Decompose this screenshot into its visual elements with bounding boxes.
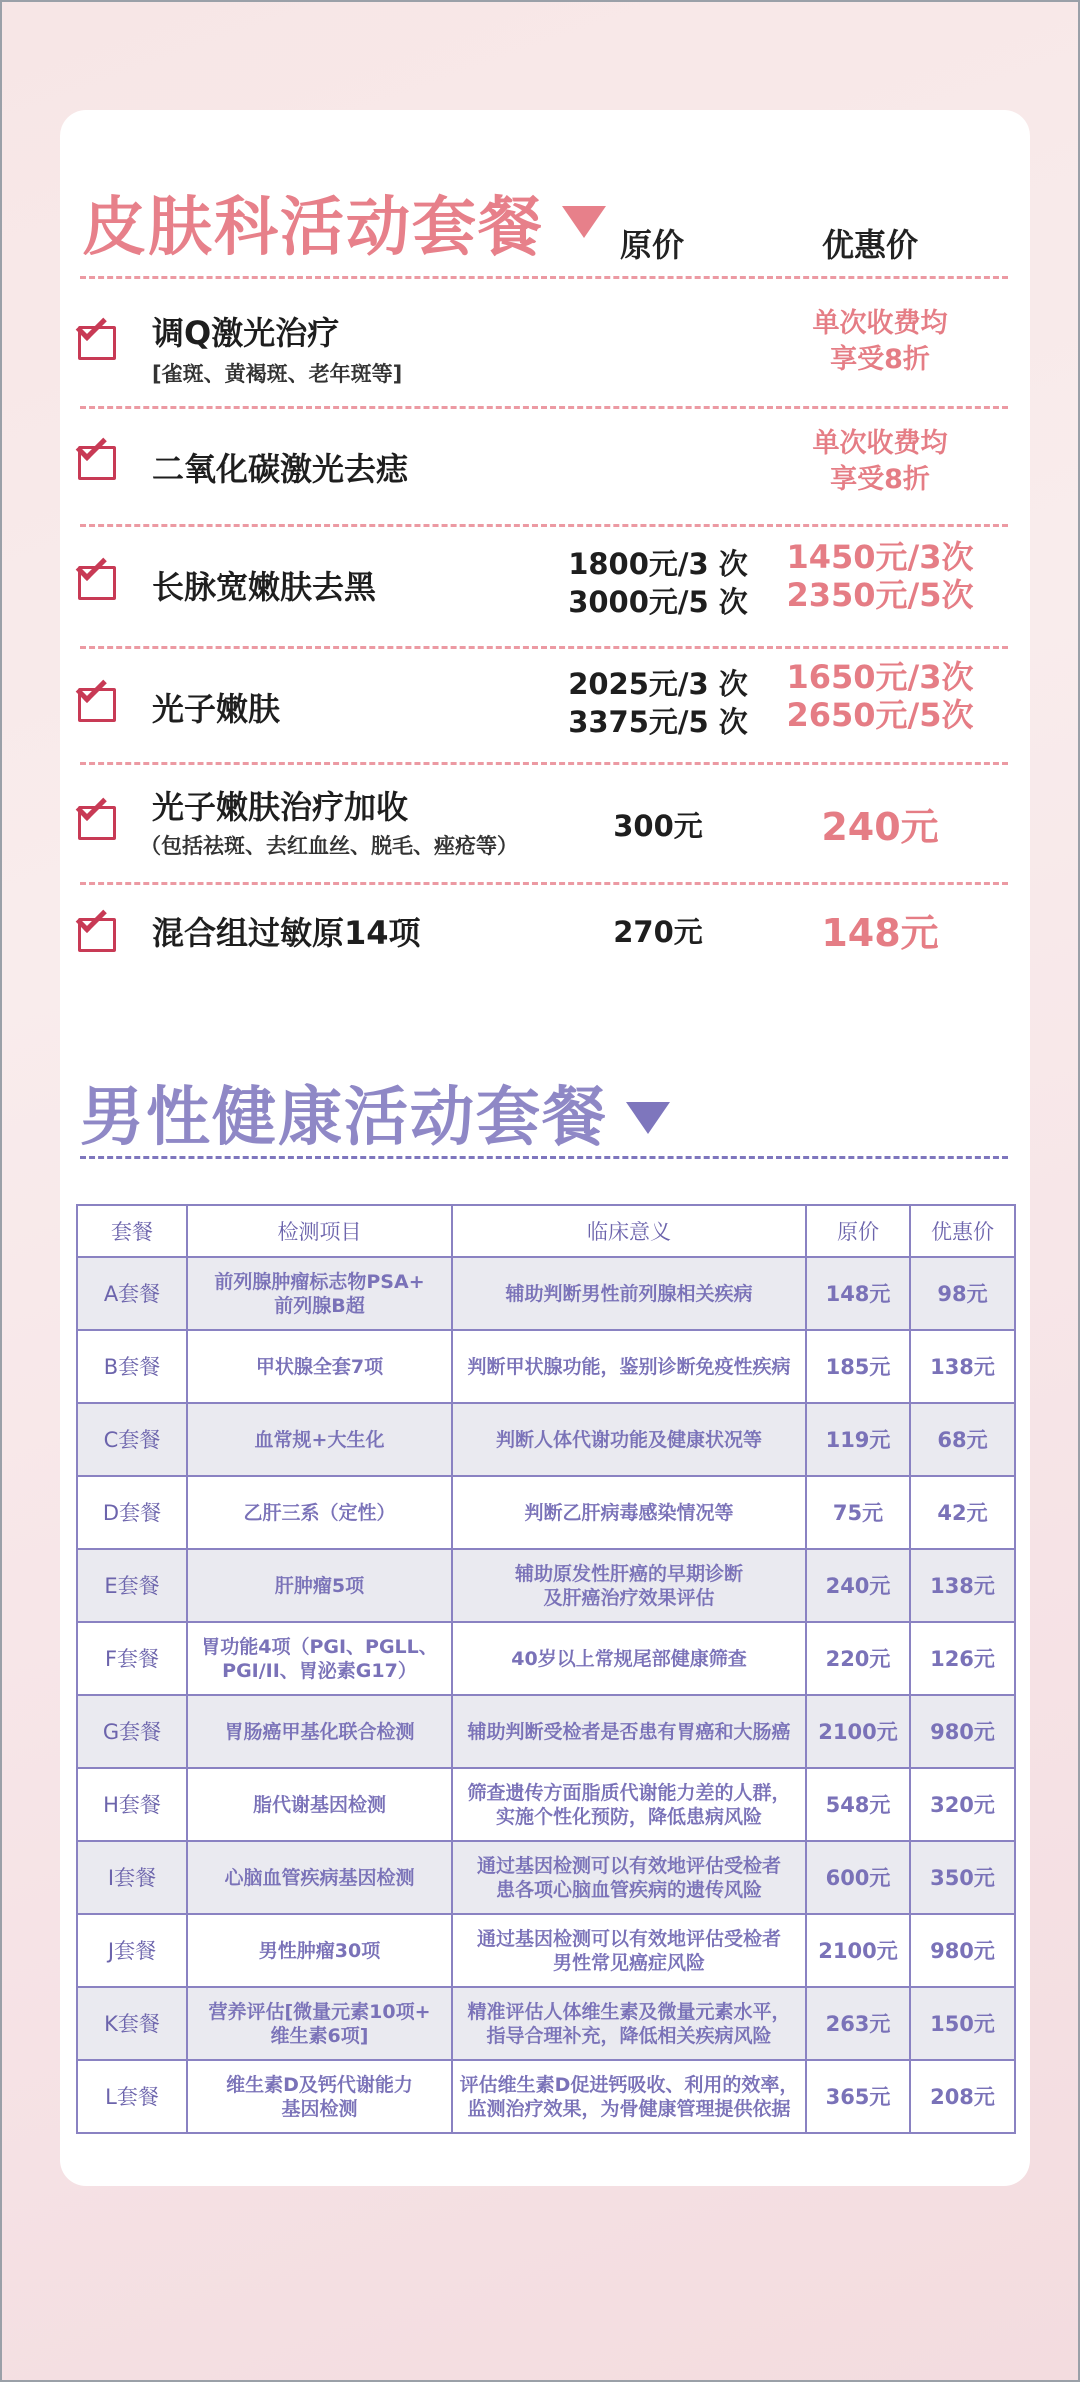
orig-price bbox=[806, 1695, 910, 1768]
package-name bbox=[77, 1622, 187, 1695]
package-name-line: E套餐 bbox=[104, 1573, 160, 1598]
disc-price-line: 138元 bbox=[930, 1354, 995, 1379]
package-name bbox=[77, 1403, 187, 1476]
clinical-meaning bbox=[452, 1914, 806, 1987]
test-items-line: 维生素6项] bbox=[270, 2024, 369, 2047]
item-name: 调Q激光治疗 bbox=[152, 314, 340, 352]
clinical-meaning bbox=[452, 1622, 806, 1695]
test-items-line: 肝肿瘤5项 bbox=[274, 1574, 365, 1597]
test-items bbox=[187, 1403, 452, 1476]
orig-line1: 1800元/3 次 bbox=[568, 547, 748, 581]
disc-line1: 1650元/3次 bbox=[786, 658, 974, 696]
table-row bbox=[77, 1914, 1015, 1987]
header-package: 套餐 bbox=[77, 1205, 187, 1257]
package-name-line: J套餐 bbox=[107, 1938, 157, 1963]
disc-price bbox=[910, 1695, 1015, 1768]
orig-price: 300元 bbox=[613, 809, 703, 843]
clinical-meaning bbox=[452, 1330, 806, 1403]
clinical-meaning bbox=[452, 1987, 806, 2060]
item-name: 光子嫩肤治疗加收 bbox=[152, 788, 409, 826]
clinical-meaning-line: 辅助判断男性前列腺相关疾病 bbox=[505, 1282, 753, 1305]
table-header-row bbox=[77, 1205, 1015, 1257]
disc-price bbox=[910, 2060, 1015, 2133]
clinical-meaning-line: 辅助判断受检者是否患有胃癌和大肠癌 bbox=[467, 1720, 791, 1743]
clinical-meaning bbox=[452, 1695, 806, 1768]
package-name bbox=[77, 1914, 187, 1987]
triangle-down-icon bbox=[626, 1102, 670, 1134]
table-row bbox=[77, 1476, 1015, 1549]
header-item: 检测项目 bbox=[187, 1205, 452, 1257]
men-section-title: 男性健康活动套餐 bbox=[80, 1081, 608, 1155]
orig-price-line: 2100元 bbox=[818, 1938, 898, 1963]
disc-price-line: 42元 bbox=[937, 1500, 988, 1525]
test-items-line: 胃功能4项（PGI、PGLL、 bbox=[201, 1635, 438, 1658]
checkbox-checked-icon bbox=[78, 446, 116, 480]
test-items-line: 前列腺肿瘤标志物PSA+ bbox=[214, 1270, 425, 1293]
orig-price-line: 365元 bbox=[825, 2084, 891, 2109]
package-name-line: G套餐 bbox=[102, 1719, 162, 1744]
clinical-meaning-line: 筛查遗传方面脂质代谢能力差的人群， bbox=[467, 1781, 791, 1804]
clinical-meaning-line: 判断人体代谢功能及健康状况等 bbox=[495, 1428, 762, 1451]
clinical-meaning-line: 辅助原发性肝癌的早期诊断 bbox=[514, 1562, 743, 1585]
clinical-meaning-line: 通过基因检测可以有效地评估受检者 bbox=[476, 1854, 781, 1877]
table-row bbox=[77, 1768, 1015, 1841]
package-name bbox=[77, 1987, 187, 2060]
item-note: （包括祛斑、去红血丝、脱毛、痤疮等） bbox=[140, 834, 518, 858]
package-table bbox=[76, 1204, 1016, 2134]
orig-price bbox=[806, 1330, 910, 1403]
package-name bbox=[77, 1841, 187, 1914]
disc-price-line: 138元 bbox=[930, 1573, 995, 1598]
item-name: 光子嫩肤 bbox=[152, 690, 281, 728]
orig-price-line: 263元 bbox=[825, 2011, 891, 2036]
orig-price bbox=[806, 1987, 910, 2060]
item-name: 长脉宽嫩肤去黑 bbox=[152, 568, 377, 606]
clinical-meaning bbox=[452, 1403, 806, 1476]
table-row bbox=[77, 1622, 1015, 1695]
disc-price-line: 320元 bbox=[930, 1792, 995, 1817]
disc-line1: 单次收费均 bbox=[812, 308, 948, 339]
package-name bbox=[77, 1257, 187, 1330]
test-items-line: 胃肠癌甲基化联合检测 bbox=[224, 1720, 415, 1743]
clinical-meaning-line: 男性常见癌症风险 bbox=[552, 1951, 705, 1974]
orig-price-line: 148元 bbox=[825, 1281, 891, 1306]
clinical-meaning bbox=[452, 1768, 806, 1841]
table-row bbox=[77, 1330, 1015, 1403]
test-items-line: 脂代谢基因检测 bbox=[252, 1793, 386, 1816]
checkbox-checked-icon bbox=[78, 326, 116, 360]
orig-price-line: 240元 bbox=[825, 1573, 891, 1598]
disc-price-line: 126元 bbox=[930, 1646, 995, 1671]
triangle-down-icon bbox=[562, 206, 606, 238]
disc-line2: 2650元/5次 bbox=[786, 696, 974, 734]
clinical-meaning-line: 判断乙肝病毒感染情况等 bbox=[524, 1501, 734, 1524]
test-items-line: 基因检测 bbox=[281, 2097, 358, 2120]
clinical-meaning-line: 及肝癌治疗效果评估 bbox=[543, 1586, 715, 1609]
clinical-meaning bbox=[452, 1841, 806, 1914]
clinical-meaning-line: 40岁以上常规尾部健康筛查 bbox=[511, 1647, 747, 1670]
package-name-line: K套餐 bbox=[104, 2011, 160, 2036]
table-row bbox=[77, 1987, 1015, 2060]
disc-price bbox=[910, 1768, 1015, 1841]
test-items bbox=[187, 1841, 452, 1914]
package-name-line: A套餐 bbox=[103, 1281, 161, 1306]
test-items-line: 维生素D及钙代谢能力 bbox=[226, 2073, 413, 2096]
orig-price bbox=[806, 1841, 910, 1914]
clinical-meaning-line: 精准评估人体维生素及微量元素水平， bbox=[467, 2000, 791, 2023]
table-row bbox=[77, 1841, 1015, 1914]
disc-price bbox=[910, 1476, 1015, 1549]
disc-price-line: 980元 bbox=[930, 1938, 995, 1963]
item-note: [雀斑、黄褐斑、老年斑等] bbox=[152, 362, 403, 386]
test-items-line: 男性肿瘤30项 bbox=[258, 1939, 381, 1962]
clinical-meaning-line: 评估维生素D促进钙吸收、利用的效率， bbox=[459, 2073, 799, 2096]
disc-price bbox=[910, 1841, 1015, 1914]
header-orig: 原价 bbox=[806, 1205, 910, 1257]
orig-price bbox=[806, 1549, 910, 1622]
test-items-line: 乙肝三系（定性） bbox=[243, 1501, 396, 1524]
disc-price-line: 980元 bbox=[930, 1719, 995, 1744]
package-name-line: L套餐 bbox=[105, 2084, 159, 2109]
orig-price bbox=[806, 2060, 910, 2133]
checkbox-checked-icon bbox=[78, 806, 116, 840]
clinical-meaning-line: 判断甲状腺功能，鉴别诊断免疫性疾病 bbox=[467, 1355, 791, 1378]
test-items-line: PGI/II、胃泌素G17） bbox=[222, 1659, 417, 1682]
test-items bbox=[187, 1914, 452, 1987]
disc-price-line: 350元 bbox=[930, 1865, 995, 1890]
disc-line1: 单次收费均 bbox=[812, 428, 948, 459]
clinical-meaning-line: 监测治疗效果，为骨健康管理提供依据 bbox=[467, 2097, 791, 2120]
test-items bbox=[187, 2060, 452, 2133]
disc-line1: 1450元/3次 bbox=[786, 538, 974, 576]
orig-price-line: 185元 bbox=[825, 1354, 891, 1379]
item-name: 混合组过敏原14项 bbox=[152, 914, 421, 952]
orig-price-header: 原价 bbox=[620, 226, 685, 264]
test-items bbox=[187, 1768, 452, 1841]
table-row bbox=[77, 1549, 1015, 1622]
clinical-meaning bbox=[452, 1476, 806, 1549]
orig-price bbox=[806, 1476, 910, 1549]
disc-line2: 享受8折 bbox=[830, 464, 930, 495]
orig-price bbox=[806, 1768, 910, 1841]
checkbox-checked-icon bbox=[78, 688, 116, 722]
package-name bbox=[77, 1549, 187, 1622]
package-name-line: I套餐 bbox=[107, 1865, 157, 1890]
orig-price bbox=[806, 1622, 910, 1695]
test-items bbox=[187, 1987, 452, 2060]
orig-price-line: 119元 bbox=[825, 1427, 891, 1452]
table-row bbox=[77, 2060, 1015, 2133]
test-items-line: 前列腺B超 bbox=[274, 1294, 365, 1317]
test-items-line: 甲状腺全套7项 bbox=[255, 1355, 384, 1378]
disc-price bbox=[910, 1914, 1015, 1987]
divider bbox=[80, 646, 1008, 649]
clinical-meaning bbox=[452, 1257, 806, 1330]
clinical-meaning bbox=[452, 1549, 806, 1622]
orig-price: 270元 bbox=[613, 915, 703, 949]
test-items-line: 心脑血管疾病基因检测 bbox=[224, 1866, 415, 1889]
package-name bbox=[77, 2060, 187, 2133]
checkbox-checked-icon bbox=[78, 566, 116, 600]
test-items bbox=[187, 1695, 452, 1768]
divider bbox=[80, 882, 1008, 885]
orig-line2: 3375元/5 次 bbox=[568, 705, 748, 739]
orig-price bbox=[806, 1257, 910, 1330]
disc-price bbox=[910, 1987, 1015, 2060]
divider bbox=[80, 276, 1008, 279]
disc-price: 240元 bbox=[821, 805, 939, 849]
header-meaning: 临床意义 bbox=[452, 1205, 806, 1257]
disc-price bbox=[910, 1330, 1015, 1403]
disc-price bbox=[910, 1403, 1015, 1476]
disc-price bbox=[910, 1549, 1015, 1622]
table-row bbox=[77, 1257, 1015, 1330]
package-name bbox=[77, 1476, 187, 1549]
disc-price bbox=[910, 1622, 1015, 1695]
item-name: 二氧化碳激光去痣 bbox=[152, 450, 409, 488]
package-name-line: H套餐 bbox=[103, 1792, 161, 1817]
divider bbox=[80, 406, 1008, 409]
orig-price-line: 220元 bbox=[825, 1646, 891, 1671]
content-card bbox=[60, 110, 1030, 2186]
test-items bbox=[187, 1476, 452, 1549]
package-name-line: C套餐 bbox=[103, 1427, 161, 1452]
disc-line2: 享受8折 bbox=[830, 344, 930, 375]
orig-price-line: 2100元 bbox=[818, 1719, 898, 1744]
disc-price-line: 68元 bbox=[937, 1427, 988, 1452]
test-items bbox=[187, 1549, 452, 1622]
clinical-meaning bbox=[452, 2060, 806, 2133]
orig-price-line: 600元 bbox=[825, 1865, 891, 1890]
test-items-line: 营养评估[微量元素10项+ bbox=[208, 2000, 431, 2023]
test-items bbox=[187, 1622, 452, 1695]
package-name-line: B套餐 bbox=[103, 1354, 161, 1379]
orig-price-line: 548元 bbox=[825, 1792, 891, 1817]
disc-price bbox=[910, 1257, 1015, 1330]
table-row bbox=[77, 1695, 1015, 1768]
disc-price: 148元 bbox=[821, 911, 939, 955]
divider bbox=[80, 1156, 1008, 1159]
package-name bbox=[77, 1330, 187, 1403]
skin-section-title: 皮肤科活动套餐 bbox=[82, 191, 544, 265]
orig-line2: 3000元/5 次 bbox=[568, 585, 748, 619]
clinical-meaning-line: 通过基因检测可以有效地评估受检者 bbox=[476, 1927, 781, 1950]
checkbox-checked-icon bbox=[78, 918, 116, 952]
clinical-meaning-line: 患各项心脑血管疾病的遗传风险 bbox=[495, 1878, 762, 1901]
clinical-meaning-line: 实施个性化预防，降低患病风险 bbox=[495, 1805, 762, 1828]
package-name-line: F套餐 bbox=[104, 1646, 160, 1671]
package-name-line: D套餐 bbox=[102, 1500, 162, 1525]
orig-price-line: 75元 bbox=[832, 1500, 884, 1525]
test-items bbox=[187, 1257, 452, 1330]
divider bbox=[80, 762, 1008, 765]
table-row bbox=[77, 1403, 1015, 1476]
divider bbox=[80, 524, 1008, 527]
package-name bbox=[77, 1695, 187, 1768]
header-disc: 优惠价 bbox=[910, 1205, 1015, 1257]
disc-line2: 2350元/5次 bbox=[786, 576, 974, 614]
clinical-meaning-line: 指导合理补充，降低相关疾病风险 bbox=[486, 2024, 772, 2047]
disc-price-line: 150元 bbox=[930, 2011, 995, 2036]
package-name bbox=[77, 1768, 187, 1841]
orig-line1: 2025元/3 次 bbox=[568, 667, 748, 701]
orig-price bbox=[806, 1403, 910, 1476]
disc-price-header: 优惠价 bbox=[822, 226, 919, 264]
disc-price-line: 208元 bbox=[930, 2084, 995, 2109]
orig-price bbox=[806, 1914, 910, 1987]
disc-price-line: 98元 bbox=[937, 1281, 988, 1306]
test-items bbox=[187, 1330, 452, 1403]
test-items-line: 血常规+大生化 bbox=[254, 1428, 385, 1451]
